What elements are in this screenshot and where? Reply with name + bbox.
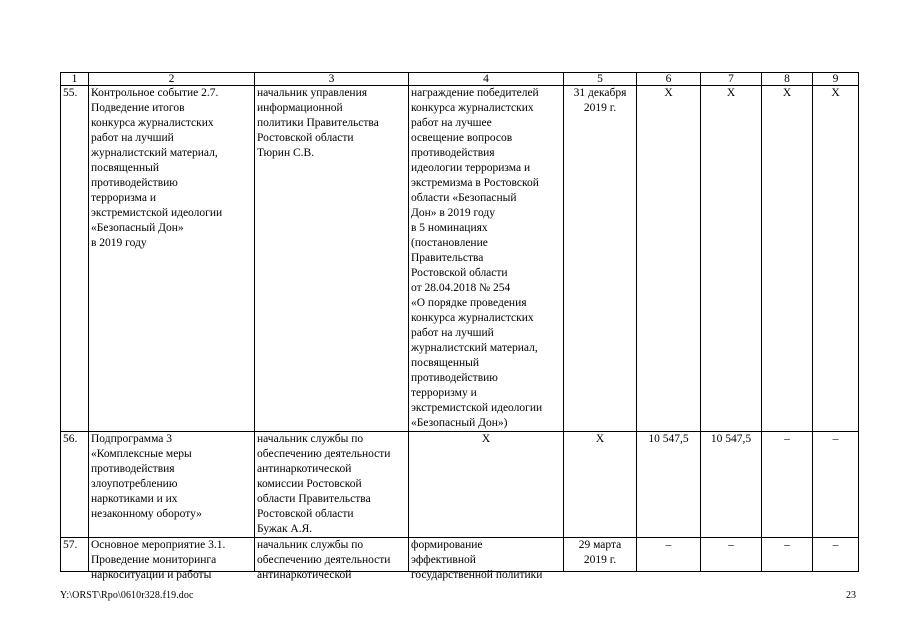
value-cell-9: – bbox=[813, 432, 859, 538]
header-cell: 9 bbox=[813, 73, 859, 86]
value-cell-8: Х bbox=[762, 86, 813, 432]
value-cell-7: – bbox=[701, 538, 762, 572]
table-header-row bbox=[61, 73, 859, 86]
row-number bbox=[61, 538, 89, 572]
date-cell: Х bbox=[564, 432, 637, 538]
event-cell bbox=[89, 538, 255, 581]
file-path: Y:\ORST\Rpo\0610r328.f19.doc bbox=[60, 590, 194, 601]
responsible-cell: начальник службы по обеспечению деятельности антинаркотической комиссии Ростовской области Правительства Ростовской области Бужак А.Я. bbox=[255, 432, 409, 538]
value-cell-9: Х bbox=[813, 86, 859, 432]
header-cell: 8 bbox=[762, 73, 813, 86]
header-cell: 1 bbox=[61, 73, 89, 86]
responsible-cell: начальник управления информационной политики Правительства Ростовской области Тюрин С.В. bbox=[255, 86, 409, 432]
value-cell-8: – bbox=[762, 538, 813, 572]
responsible-cell bbox=[255, 538, 409, 581]
header-cell: 3 bbox=[255, 73, 409, 86]
result-cell bbox=[409, 538, 564, 581]
value-cell-6: Х bbox=[637, 86, 701, 432]
table-row bbox=[61, 432, 859, 538]
header-cell: 6 bbox=[637, 73, 701, 86]
plan-table bbox=[60, 72, 859, 581]
result-cell: Х bbox=[409, 432, 564, 538]
table-row bbox=[61, 86, 859, 432]
header-cell: 5 bbox=[564, 73, 637, 86]
value-cell-9: – bbox=[813, 538, 859, 572]
row-number: 56. bbox=[61, 432, 89, 538]
date-text: 29 марта 2019 г. bbox=[578, 539, 622, 566]
event-text: Основное мероприятие 3.1. Проведение мониторинга наркоситуации и работы bbox=[91, 539, 226, 581]
header-cell: 2 bbox=[89, 73, 255, 86]
result-text: формирование эффективной государственной политики bbox=[411, 539, 543, 581]
header-cell: 7 bbox=[701, 73, 762, 86]
date-cell: 31 декабря 2019 г. bbox=[564, 86, 637, 432]
result-cell: награждение победителей конкурса журналистских работ на лучшее освещение вопросов противодействия идеологии терроризма и экстремизма в Ростовской области «Безопасный Дон» в 2019 году в 5 номинациях (постановление Правительства Ростовской области от 28.04.2018 № 254 «О порядке проведения конкурса журналистских работ на лучший журналистский материал, посвященный противодействию терроризму и экстремистской идеологии «Безопасный Дон») bbox=[409, 86, 564, 432]
value-cell-7: 10 547,5 bbox=[701, 432, 762, 538]
table-row bbox=[61, 538, 859, 572]
date-cell bbox=[564, 538, 637, 572]
header-cell: 4 bbox=[409, 73, 564, 86]
value-cell-7: Х bbox=[701, 86, 762, 432]
responsible-text: начальник службы по обеспечению деятельности антинаркотической bbox=[257, 539, 391, 581]
row-number: 55. bbox=[61, 86, 89, 432]
event-cell: Подпрограмма 3 «Комплексные меры противодействия злоупотреблению наркотиками и их незаконному обороту» bbox=[89, 432, 255, 538]
value-cell-6: – bbox=[637, 538, 701, 572]
event-cell: Контрольное событие 2.7. Подведение итогов конкурса журналистских работ на лучший журналистский материал, посвященный противодействию терроризма и экстремистской идеологии «Безопасный Дон» в 2019 году bbox=[89, 86, 255, 432]
value-cell-6: 10 547,5 bbox=[637, 432, 701, 538]
page-number: 23 bbox=[846, 590, 856, 601]
value-cell-8: – bbox=[762, 432, 813, 538]
row-number-text: 57. bbox=[63, 539, 78, 551]
